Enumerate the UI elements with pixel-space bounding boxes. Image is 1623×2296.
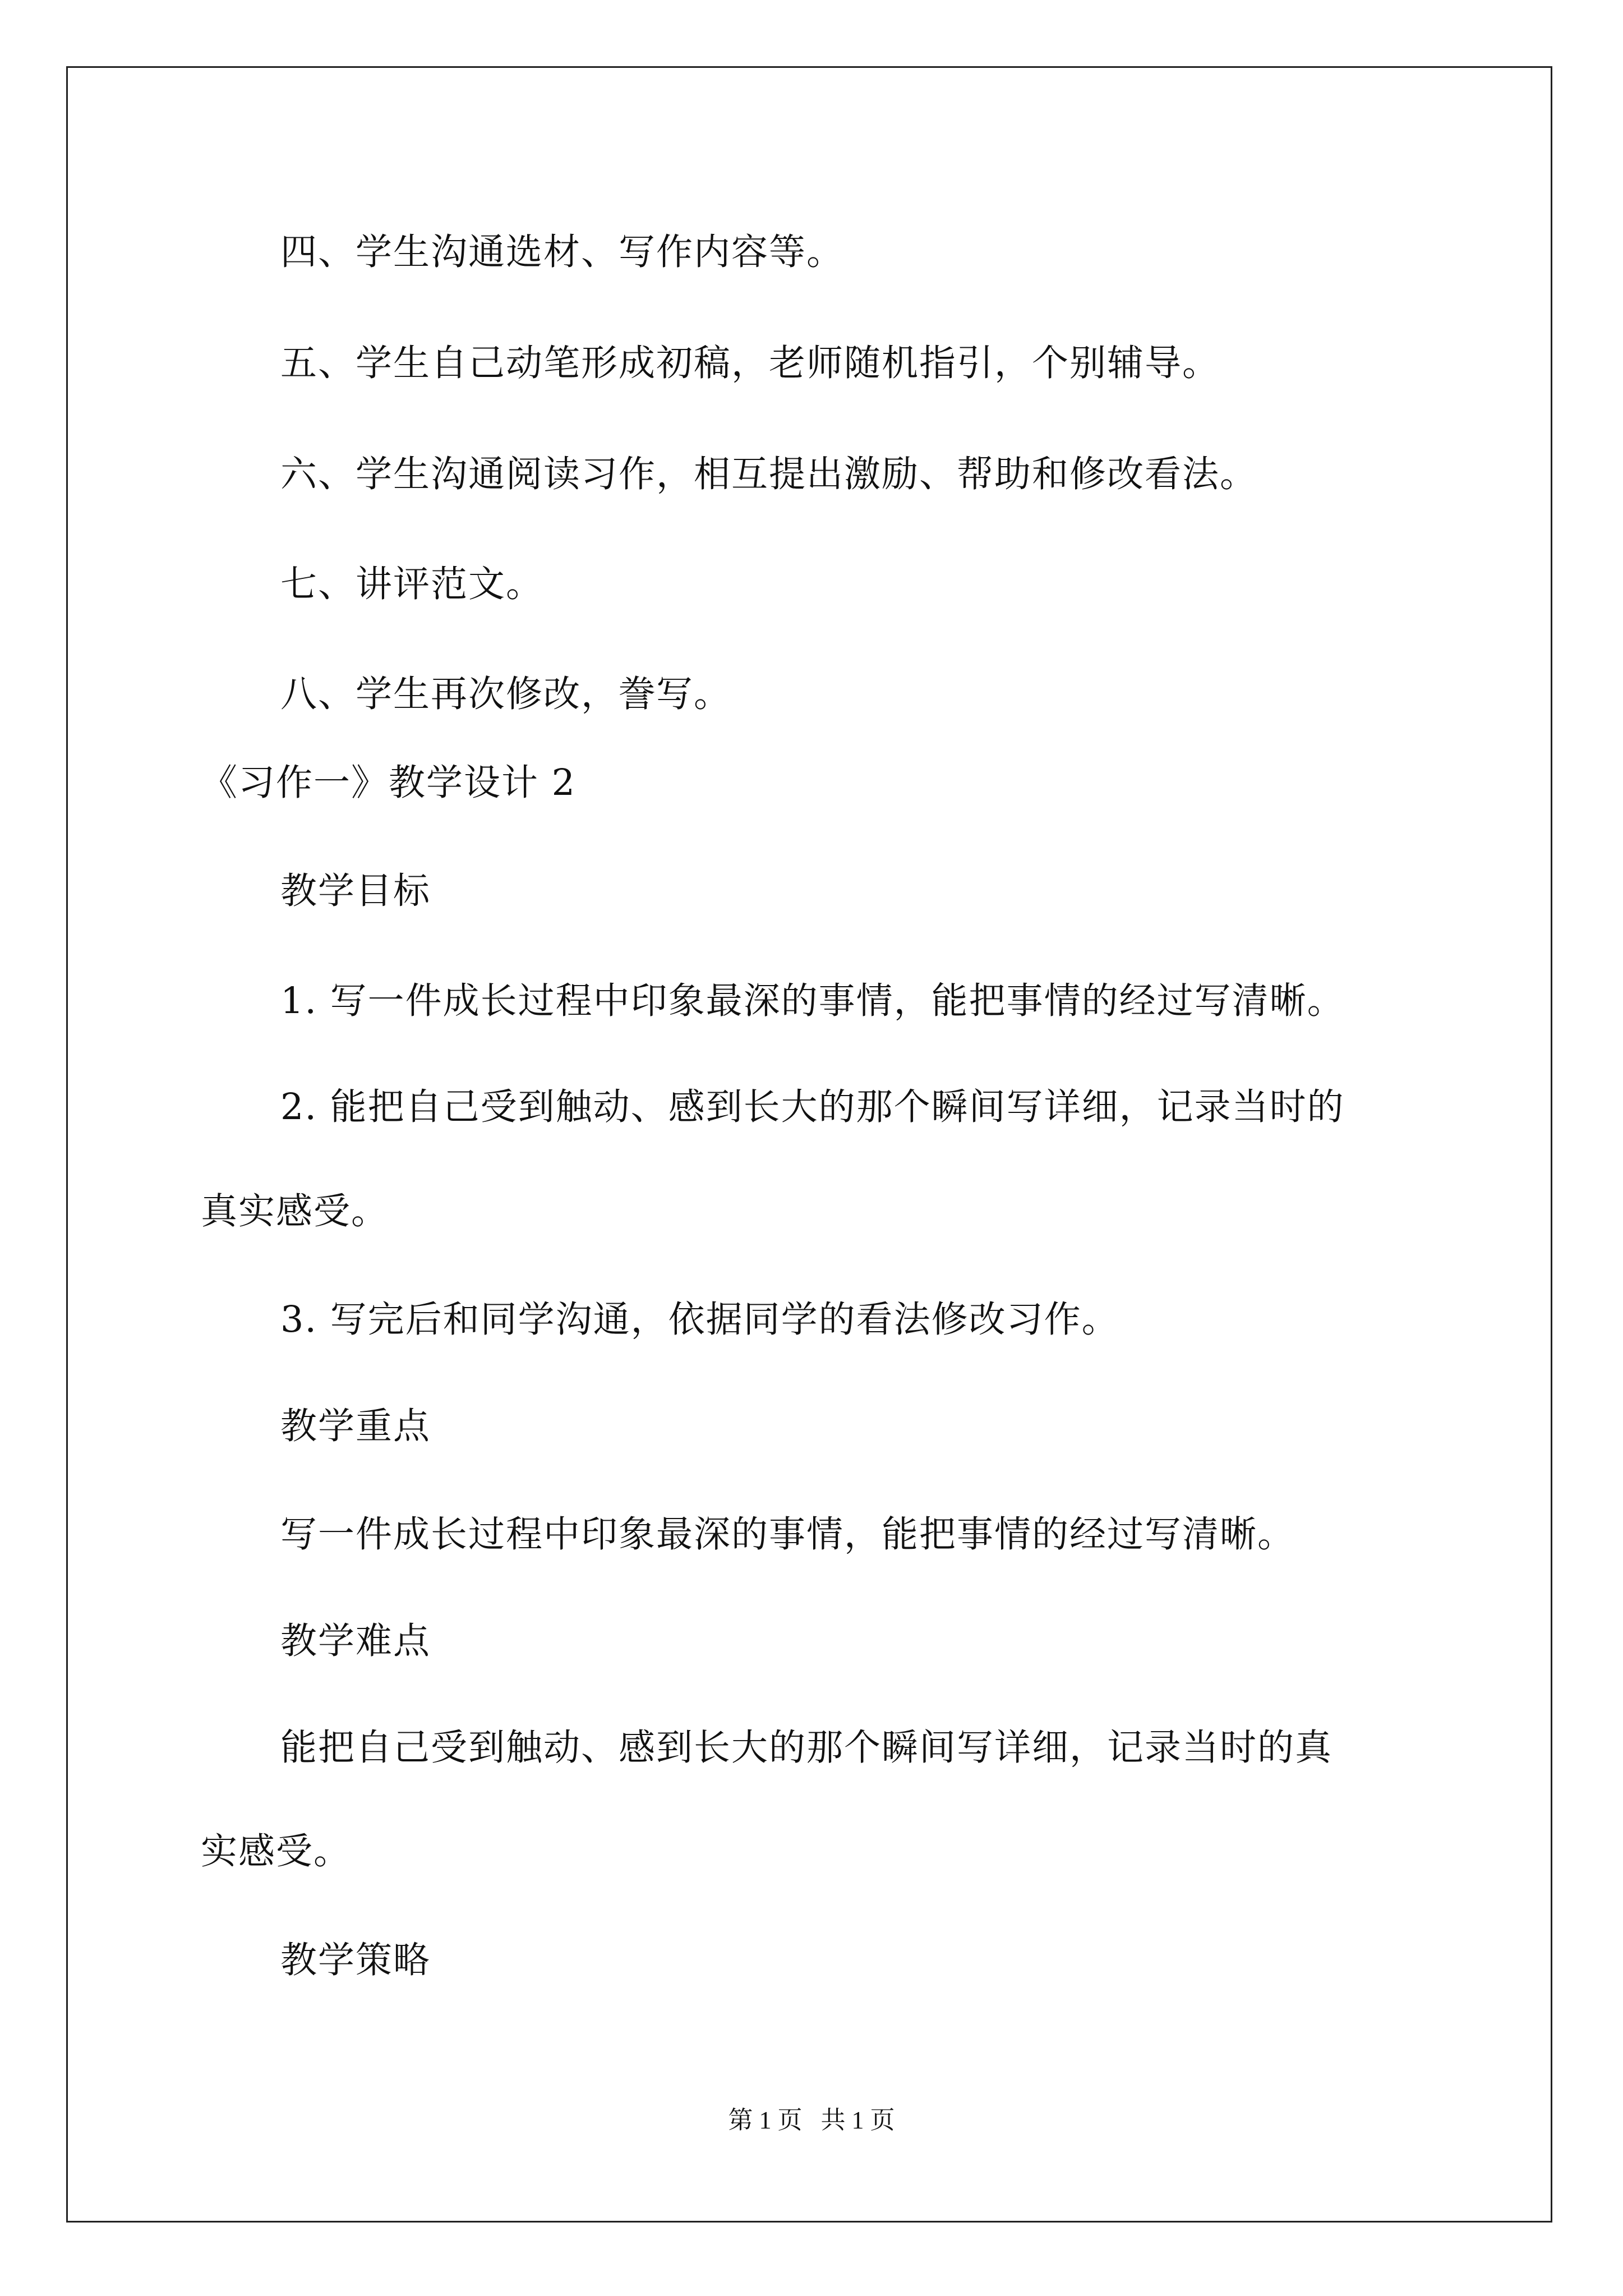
heading-strategies: 教学策略	[280, 1939, 431, 1981]
step-five-line: 五、学生自己动笔形成初稿，老师随机指引，个别辅导。	[280, 342, 1220, 384]
difficulty-line-2: 实感受。	[201, 1830, 352, 1872]
objective-two-line-2: 真实感受。	[201, 1190, 389, 1232]
page-border	[66, 66, 1552, 2223]
step-four-line: 四、学生沟通选材、写作内容等。	[280, 231, 845, 273]
difficulty-line-1: 能把自己受到触动、感到长大的那个瞬间写详细，记录当时的真	[280, 1727, 1333, 1769]
objective-two-line-1: 2. 能把自己受到触动、感到长大的那个瞬间写详细，记录当时的	[280, 1086, 1345, 1128]
key-point-text: 写一件成长过程中印象最深的事情，能把事情的经过写清晰。	[280, 1513, 1295, 1556]
objective-three: 3. 写完后和同学沟通，依据同学的看法修改习作。	[280, 1299, 1119, 1341]
heading-difficulties: 教学难点	[280, 1620, 431, 1662]
heading-objectives: 教学目标	[280, 870, 431, 912]
section-title: 《习作一》教学设计 2	[201, 762, 577, 804]
page-number-footer: 第 1 页 共 1 页	[728, 2106, 895, 2134]
step-seven-line: 七、讲评范文。	[280, 563, 544, 605]
step-six-line: 六、学生沟通阅读习作，相互提出激励、帮助和修改看法。	[280, 453, 1258, 495]
step-eight-line: 八、学生再次修改，誊写。	[280, 673, 732, 715]
heading-key-points: 教学重点	[280, 1405, 431, 1447]
objective-one: 1. 写一件成长过程中印象最深的事情，能把事情的经过写清晰。	[280, 980, 1345, 1022]
